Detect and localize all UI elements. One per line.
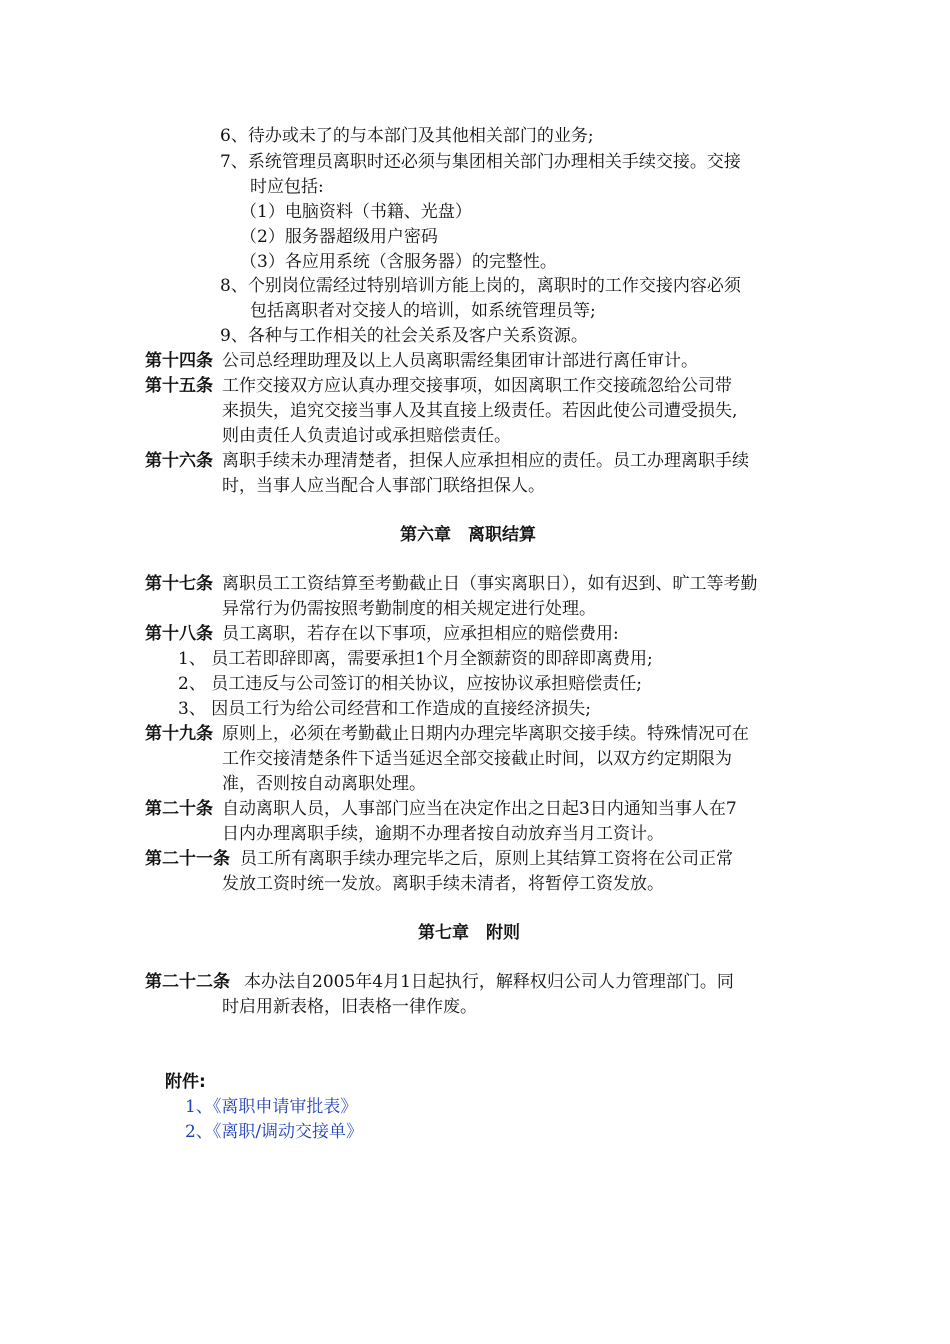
article-22-label: 第二十二条 — [145, 972, 230, 992]
article-19-label: 第十九条 — [145, 724, 213, 744]
article-21-text: 发放工资时统一发放。离职手续未清者，将暂停工资发放。 — [222, 874, 664, 894]
article-16-text: 时，当事人应当配合人事部门联络担保人。 — [222, 476, 545, 496]
article-19-text: 工作交接清楚条件下适当延迟全部交接截止时间，以双方约定期限为 — [222, 749, 732, 769]
article-16-text: 离职手续未办理清楚者，担保人应承担相应的责任。员工办理离职手续 — [222, 451, 749, 471]
article-16-label: 第十六条 — [145, 451, 213, 471]
article-21-text: 员工所有离职手续办理完毕之后，原则上其结算工资将在公司正常 — [240, 849, 733, 869]
article-20-text: 自动离职人员，人事部门应当在决定作出之日起3日内通知当事人在7 — [222, 799, 737, 819]
attachment-link-handover-form[interactable]: 2、《离职/调动交接单》 — [185, 1122, 364, 1142]
list-item-continuation: 时应包括: — [250, 177, 324, 197]
article-14-label: 第十四条 — [145, 351, 213, 371]
article-19-text: 准，否则按自动离职处理。 — [222, 774, 426, 794]
article-15-text: 则由责任人负责追讨或承担赔偿责任。 — [222, 426, 511, 446]
article-19-text: 原则上，必须在考勤截止日期内办理完毕离职交接手续。特殊情况可在 — [222, 724, 749, 744]
article-22-text: 本办法自2005年4月1日起执行，解释权归公司人力管理部门。同 — [244, 972, 734, 992]
list-item: 3、 因员工行为给公司经营和工作造成的直接经济损失; — [178, 699, 591, 719]
article-20-text: 日内办理离职手续，逾期不办理者按自动放弃当月工资计。 — [222, 824, 664, 844]
article-18-text: 员工离职，若存在以下事项，应承担相应的赔偿费用: — [222, 624, 619, 644]
list-item: 8、个别岗位需经过特别培训方能上岗的，离职时的工作交接内容必须 — [220, 276, 741, 296]
article-15-label: 第十五条 — [145, 376, 213, 396]
list-item: 7、系统管理员离职时还必须与集团相关部门办理相关手续交接。交接 — [220, 152, 741, 172]
sub-item: （2）服务器超级用户密码 — [240, 227, 438, 247]
article-18-label: 第十八条 — [145, 624, 213, 644]
list-item-continuation: 包括离职者对交接人的培训，如系统管理员等; — [250, 301, 596, 321]
article-15-text: 工作交接双方应认真办理交接事项，如因离职工作交接疏忽给公司带 — [222, 376, 732, 396]
attachment-link-resignation-form[interactable]: 1、《离职申请审批表》 — [185, 1097, 358, 1117]
article-17-label: 第十七条 — [145, 574, 213, 594]
sub-item: （3）各应用系统（含服务器）的完整性。 — [240, 252, 557, 272]
list-item: 2、 员工违反与公司签订的相关协议，应按协议承担赔偿责任; — [178, 674, 642, 694]
article-21-label: 第二十一条 — [145, 849, 230, 869]
article-22-text: 时启用新表格，旧表格一律作废。 — [222, 997, 477, 1017]
article-14-text: 公司总经理助理及以上人员离职需经集团审计部进行离任审计。 — [222, 351, 698, 371]
attachments-label: 附件: — [165, 1072, 206, 1092]
list-item: 9、各种与工作相关的社会关系及客户关系资源。 — [220, 326, 588, 346]
sub-item: （1）电脑资料（书籍、光盘） — [240, 202, 472, 222]
chapter-6-heading: 第六章 离职结算 — [400, 525, 536, 545]
article-20-label: 第二十条 — [145, 799, 213, 819]
list-item: 6、待办或未了的与本部门及其他相关部门的业务; — [220, 126, 594, 146]
article-17-text: 离职员工工资结算至考勤截止日（事实离职日），如有迟到、旷工等考勤 — [222, 574, 758, 594]
list-item: 1、 员工若即辞即离，需要承担1个月全额薪资的即辞即离费用; — [178, 649, 653, 669]
chapter-7-heading: 第七章 附则 — [418, 923, 520, 943]
article-17-text: 异常行为仍需按照考勤制度的相关规定进行处理。 — [222, 599, 596, 619]
article-15-text: 来损失，追究交接当事人及其直接上级责任。若因此使公司遭受损失, — [222, 401, 738, 421]
